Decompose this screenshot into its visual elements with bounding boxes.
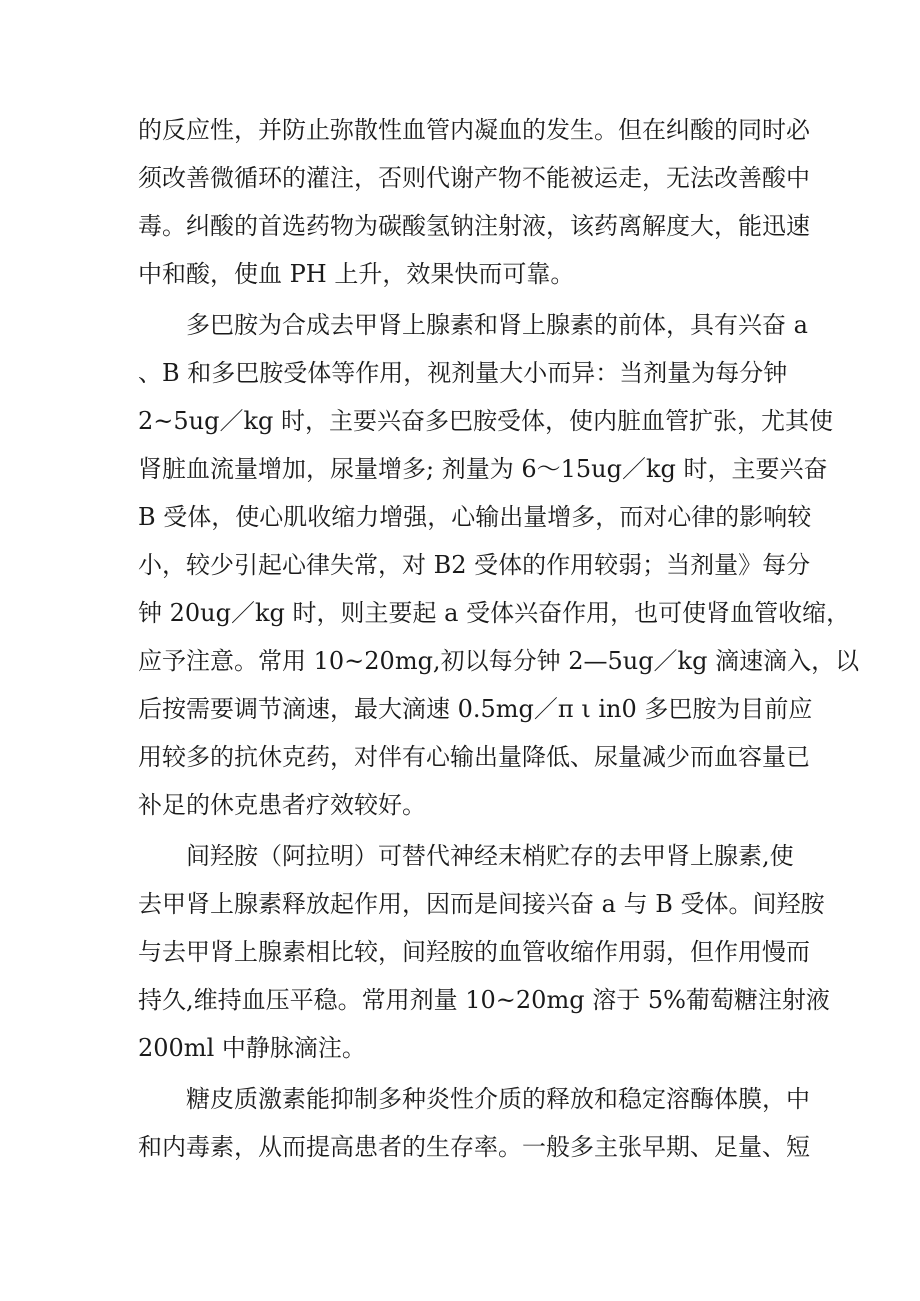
text-line: 和内毒素，从而提高患者的生存率。一般多主张早期、足量、短 [138,1133,810,1161]
text-line: 应予注意。常用 10~20mg,初以每分钟 2—5ug／kg 滴速滴入，以 [138,647,860,675]
text-line: 钟 20ug／kg 时，则主要起 a 受体兴奋作用，也可使肾血管收缩， [138,599,851,627]
paragraph-first-line: 多巴胺为合成去甲肾上腺素和肾上腺素的前体，具有兴奋 a [186,311,808,339]
text-line: 中和酸，使血 PH 上升，效果快而可靠。 [138,260,575,288]
text-line: 持久,维持血压平稳。常用剂量 10~20mg 溶于 5%葡萄糖注射液 [138,986,830,1014]
text-line: 200ml 中静脉滴注。 [138,1034,366,1062]
text-line: 毒。纠酸的首选药物为碳酸氢钠注射液，该药离解度大，能迅速 [138,212,810,240]
text-line: 补足的休克患者疗效较好。 [138,791,426,819]
paragraph-first-line: 间羟胺（阿拉明）可替代神经末梢贮存的去甲肾上腺素,使 [186,842,794,870]
paragraph-first-line: 糖皮质激素能抑制多种炎性介质的释放和稳定溶酶体膜，中 [186,1085,810,1113]
text-line: 、B 和多巴胺受体等作用，视剂量大小而异：当剂量为每分钟 [138,359,788,387]
text-line: 后按需要调节滴速，最大滴速 0.5mg／π ι in0 多巴胺为目前应 [138,695,813,723]
text-line: 用较多的抗休克药，对伴有心输出量降低、尿量减少而血容量已 [138,743,810,771]
text-line: 小，较少引起心律失常，对 B2 受体的作用较弱；当剂量》每分 [138,551,811,579]
text-line: 须改善微循环的灌注，否则代谢产物不能被运走，无法改善酸中 [138,164,810,192]
text-line: 2~5ug／kg 时，主要兴奋多巴胺受体，使内脏血管扩张，尤其使 [138,407,834,435]
text-line: 的反应性，并防止弥散性血管内凝血的发生。但在纠酸的同时必 [138,116,810,144]
text-line: 肾脏血流量增加，尿量增多; 剂量为 6～15ug／kg 时，主要兴奋 [138,455,828,483]
text-line: 去甲肾上腺素释放起作用，因而是间接兴奋 a 与 B 受体。间羟胺 [138,890,825,918]
text-line: B 受体，使心肌收缩力增强，心输出量增多，而对心律的影响较 [138,503,812,531]
text-line: 与去甲肾上腺素相比较，间羟胺的血管收缩作用弱，但作用慢而 [138,938,810,966]
